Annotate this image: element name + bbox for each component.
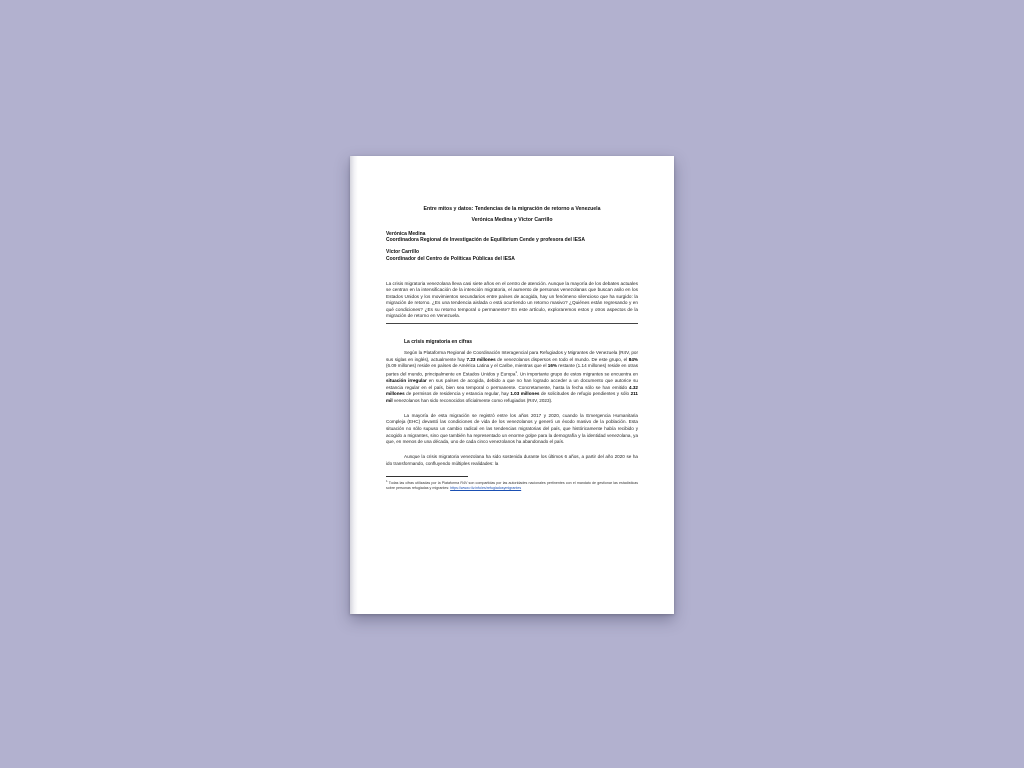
p1-text-f: . Un importante grupo de estos migrantes se encuentra en: [517, 371, 638, 377]
p1-text-g: en sus países de acogida, debido a que no han logrado acceder a un documento que autorice su estancia regular en el país, bien sea temporal o permanente. Concretamente, hasta la fecha sólo se han emitido: [386, 378, 638, 390]
p1-text-j: venezolanos han sido reconocidos oficialmente como refugiados (R4V, 2023).: [392, 398, 553, 404]
footnote-ref: 1: [515, 369, 518, 374]
p1-bold-4: situación irregular: [386, 378, 427, 384]
document-page: [350, 156, 674, 614]
p1-text-h: de permisos de residencia y estancia regular, hay: [404, 391, 511, 397]
p1-text-a: Según la Plataforma Regional de Coordinación Interagencial para Refugiados y Migrantes de Venezuela (R4V, por sus siglas en inglés), actualmente hay: [386, 349, 638, 362]
author2-role: Coordinador del Centro de Políticas Públicas del IESA: [386, 255, 515, 262]
p1-text-e: restante (1.14 millones) reside en otras partes del mundo, principalmente en Estados Unidos y Europa: [386, 363, 638, 377]
body-paragraph-2: La mayoría de esta migración se registró entre los años 2017 y 2020, cuando la Emergencia Humanitaria Compleja (EHC) devastó las condiciones de vida de los venezolanos y generó un éxodo masivo de la población. Esta situación no sólo supuso un cambio radical en las tendencias migratorias del país, que históricamente había recibido y acogido a migrantes, sino que también ha representado un enorme golpe para la demografía y la identidad venezolana, ya que, en menos de una década, uno de cada cinco venezolanos ha abandonado el país.: [386, 412, 638, 445]
body-paragraph-1: [386, 350, 638, 405]
p1-bold-5: 4.32 millones: [386, 384, 638, 397]
footnote-divider: [386, 476, 468, 477]
body-paragraph-3: Aunque la crisis migratoria venezolana ha sido sostenida durante los últimos 6 años, a partir del año 2020 se ha ido transformando, confluyendo múltiples realidades: la: [386, 454, 638, 466]
p1-text-c: de venezolanos dispersos en todo el mundo. De este grupo, el: [495, 356, 629, 362]
p1-bold-7: 211 mil: [386, 391, 638, 404]
author1-role: Coordinadora Regional de Investigación de Equilibrium Cende y profesora del IESA: [386, 237, 585, 244]
footnote-link[interactable]: https://www.r4v.info/es/refugiadosymigrantes: [450, 486, 522, 491]
author2-name: Víctor Carrillo: [386, 249, 420, 255]
document-authors: Verónica Medina y Víctor Carrillo: [471, 216, 553, 223]
abstract-paragraph: La crisis migratoria venezolana lleva casi siete años en el centro de atención. Aunque la mayoría de los debates actuales se centran en la intensificación de la intención migratoria, el aumento de personas venezolanas que buscan asilo en los Estados Unidos y los movimientos secundarios entre países de acogida, hay un fenómeno silencioso que ha surgido: la migración de retorno. ¿Es una tendencia aislada o está ocurriendo un retorno masivo? ¿Quiénes están regresando y en qué condiciones? ¿Es su retorno temporal o permanente? En este artículo, exploraremos estos y otros aspectos de la migración de retorno en Venezuela.: [386, 281, 638, 324]
author-block-1: [386, 231, 638, 245]
p1-bold-2: 84%: [628, 356, 638, 362]
p1-bold-6: 1.03 millones: [510, 391, 540, 397]
p1-text-d: (6.09 millones) reside en países de América Latina y el Caribe, mientras que el: [386, 363, 548, 369]
p1-text-i: de solicitudes de refugio pendientes y sólo: [539, 391, 631, 397]
author1-name: Verónica Medina: [386, 230, 426, 237]
binding-spine: [350, 156, 358, 614]
document-title: Entre mitos y datos: Tendencias de la migración de retorno a Venezuela: [423, 206, 601, 212]
page-content: [386, 206, 638, 491]
p1-bold-3: 16%: [547, 363, 557, 369]
footnote: [386, 479, 638, 491]
author-block-2: [386, 249, 638, 263]
footnote-text: Todas las cifras utilizadas por la Plataforma R4V son compartidas por las autoridades nacionales pertinentes con el mandato de gestionar las estadísticas sobre personas refugiadas y migrantes:: [386, 481, 638, 491]
footnote-number: 1: [386, 479, 388, 484]
section-heading: La crisis migratoria en cifras: [404, 338, 473, 345]
p1-bold-1: 7.23 millones: [466, 356, 496, 362]
